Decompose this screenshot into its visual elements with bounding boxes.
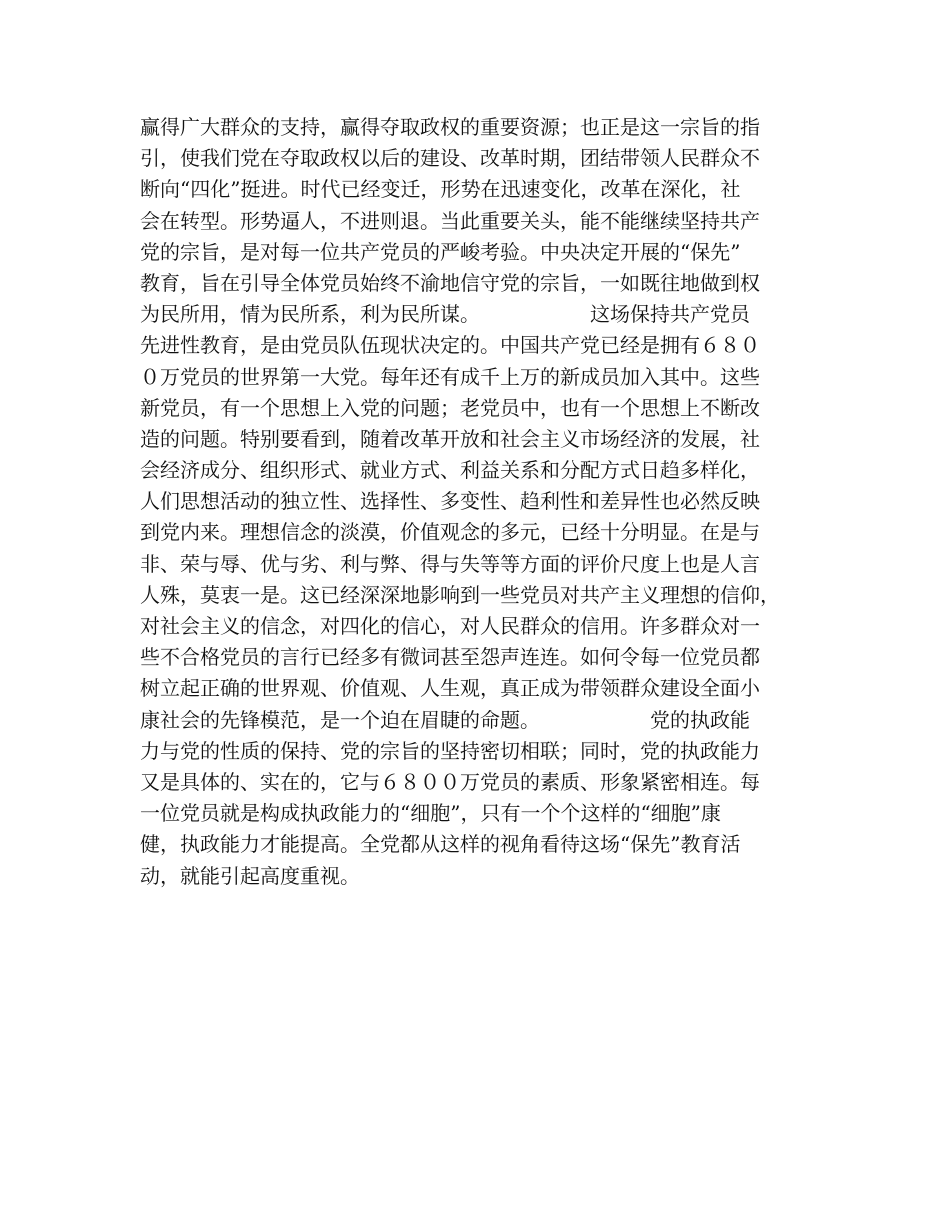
text-line: ０万党员的世界第一大党。每年还有成千上万的新成员加入其中。这些 — [140, 364, 760, 389]
text-line: 一位党员就是构成执政能力的“细胞”，只有一个个这样的“细胞”康 — [140, 801, 721, 826]
text-line: 树立起正确的世界观、价值观、人生观，真正成为带领群众建设全面小 — [140, 676, 760, 701]
text-line: 引，使我们党在夺取政权以后的建设、改革时期，团结带领人民群众不 — [140, 146, 760, 171]
text-line: 对社会主义的信念，对四化的信心，对人民群众的信用。许多群众对一 — [140, 614, 760, 638]
text-line: 断向“四化”挺进。时代已经变迁，形势在迅速变化，改革在深化，社 — [140, 177, 741, 202]
text-line: 非、荣与辱、优与劣、利与弊、得与失等等方面的评价尺度上也是人言 — [140, 551, 760, 576]
text-line: 新党员，有一个思想上入党的问题；老党员中，也有一个思想上不断改 — [140, 395, 760, 420]
text-line: 动，就能引起高度重视。 — [140, 863, 360, 888]
text-line: 先进性教育，是由党员队伍现状决定的。中国共产党已经是拥有６８０ — [140, 333, 760, 358]
text-line: 党的宗旨，是对每一位共产党员的严峻考验。中央决定开展的“保先” — [140, 239, 741, 264]
text-line: 人们思想活动的独立性、选择性、多变性、趋利性和差异性也必然反映 — [140, 489, 760, 514]
text-line: 赢得广大群众的支持，赢得夺取政权的重要资源；也正是这一宗旨的指 — [140, 115, 760, 139]
text-line: 会在转型。形势逼人，不进则退。当此重要关头，能不能继续坚持共产 — [140, 208, 760, 233]
text-line: 力与党的性质的保持、党的宗旨的坚持密切相联；同时，党的执政能力 — [140, 738, 760, 763]
text-line: 到党内来。理想信念的淡漠，价值观念的多元，已经十分明显。在是与 — [140, 520, 760, 545]
body-text — [140, 112, 830, 892]
text-line: 康社会的先锋模范，是一个迫在眉睫的命题。 党的执政能 — [140, 707, 750, 732]
text-line: 会经济成分、组织形式、就业方式、利益关系和分配方式日趋多样化， — [140, 458, 760, 483]
text-line: 为民所用，情为民所系，利为民所谋。 这场保持共产党员 — [140, 302, 750, 327]
text-line: 又是具体的、实在的，它与６８００万党员的素质、形象紧密相连。每 — [140, 769, 760, 794]
text-line: 造的问题。特别要看到，随着改革开放和社会主义市场经济的发展，社 — [140, 426, 760, 451]
text-line: 健，执政能力才能提高。全党都从这样的视角看待这场“保先”教育活 — [140, 832, 741, 857]
text-line: 些不合格党员的言行已经多有微词甚至怨声连连。如何令每一位党员都 — [140, 645, 760, 670]
text-line: 人殊，莫衷一是。这已经深深地影响到一些党员对共产主义理想的信仰， — [140, 582, 780, 607]
text-line: 教育，旨在引导全体党员始终不渝地信守党的宗旨，一如既往地做到权 — [140, 270, 760, 295]
